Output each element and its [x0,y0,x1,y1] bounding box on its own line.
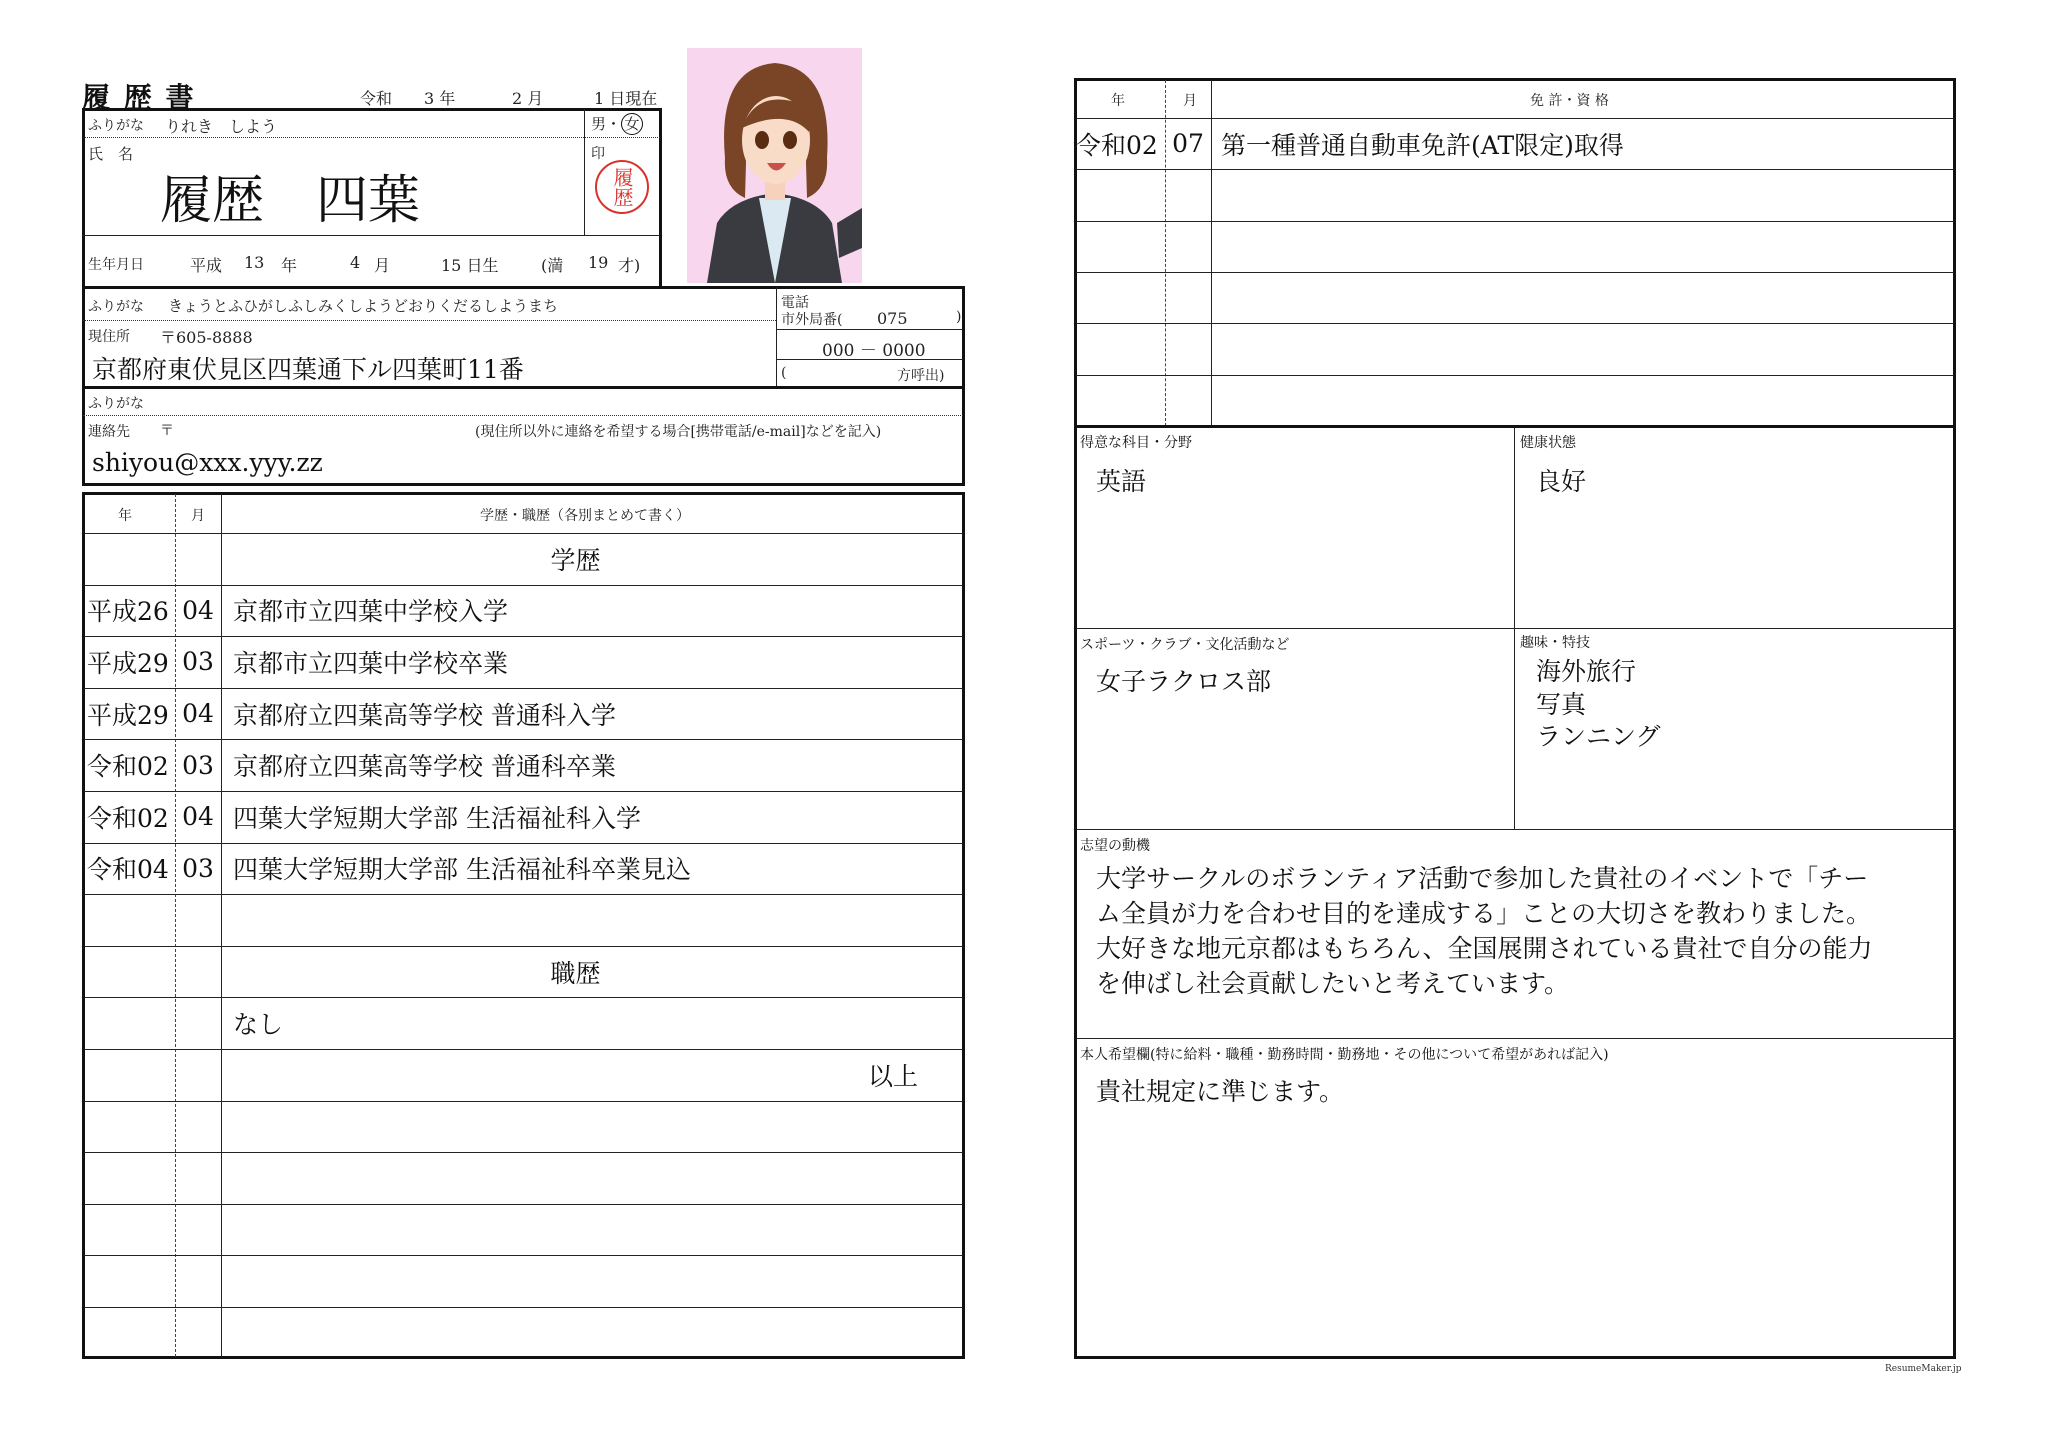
motivation-text[interactable] [1096,861,1873,1001]
hobbies-line[interactable]: 写真 [1536,689,1587,719]
phone-number[interactable]: 000 － 0000 [822,341,926,361]
license-row [1076,221,1954,272]
history-content[interactable] [221,1152,963,1204]
history-month[interactable]: 04 [182,595,214,625]
history-year[interactable] [84,997,175,1049]
footer-credit: ResumeMaker.jp [1885,1364,1962,1374]
history-row [84,1049,963,1101]
motivation-line: を伸ばし社会貢献したいと考えています。 [1096,969,1570,998]
license-content[interactable] [1211,169,1954,220]
section-hobbies [1520,634,1661,754]
birth-year[interactable]: 13 [244,253,265,272]
history-row [84,1101,963,1153]
license-year[interactable] [1076,323,1165,374]
license-month[interactable] [1165,272,1211,323]
area-code-label: 市外局番( [781,312,843,328]
birth-label: 生年月日 [88,257,144,273]
history-content[interactable]: 四葉大学短期大学部 生活福祉科入学 [233,803,641,833]
section-requests [1080,1044,1609,1108]
history-row [84,1204,963,1256]
name-furigana-label: ふりがな [88,118,144,134]
history-header-content: 学歴・職歴（各別まとめて書く） [480,508,690,524]
history-year[interactable] [84,894,175,946]
history-month[interactable] [175,1307,221,1359]
license-month[interactable] [1165,323,1211,374]
gender-male[interactable]: 男・ [591,115,622,133]
licenses-header-month: 月 [1183,93,1197,109]
license-month[interactable]: 07 [1172,129,1204,159]
license-month[interactable] [1165,169,1211,220]
history-row [84,894,963,946]
name-label: 氏 名 [88,145,134,163]
address-label: 現住所 [88,329,130,345]
area-code-close: ) [956,309,962,325]
history-month[interactable] [175,946,221,998]
history-month[interactable] [175,1049,221,1101]
license-content[interactable] [1211,221,1954,272]
history-year[interactable] [84,1307,175,1359]
address-furigana[interactable]: きょうとふひがしふしみくしようどおりくだるしようまち [168,297,559,315]
history-content[interactable]: 以上 [867,1061,918,1091]
section-subjects [1080,432,1192,498]
birth-day[interactable]: 15 日生 [441,256,499,275]
requests-label: 本人希望欄(特に給料・職種・勤務時間・勤務地・その他について希望があれば記入) [1080,1047,1609,1063]
history-year[interactable] [84,946,175,998]
subjects-value[interactable]: 英語 [1096,467,1147,496]
contact-furigana-label: ふりがな [88,396,144,412]
license-row [1076,323,1954,374]
motivation-label: 志望の動機 [1080,838,1150,854]
history-year[interactable]: 令和04 [87,855,169,885]
history-row [84,1255,963,1307]
hobbies-line[interactable]: 海外旅行 [1536,657,1637,687]
history-row [84,739,963,791]
resume-title: 履 歴 書 [82,81,196,114]
phone-label: 電話 [781,295,809,311]
seal-text: 履歴 [610,167,634,207]
license-content[interactable] [1211,375,1954,426]
section-activities [1080,634,1289,698]
date-year: 3 年 [424,89,456,108]
age-suffix: 才) [618,256,641,275]
hobbies-line[interactable]: ランニング [1536,722,1661,752]
licenses-header-year: 年 [1111,93,1125,109]
license-year[interactable]: 令和02 [1076,130,1158,160]
license-year[interactable] [1076,375,1165,426]
birth-year-unit: 年 [281,256,298,275]
history-year[interactable] [84,1101,175,1153]
license-content[interactable] [1211,323,1954,374]
history-row [84,997,963,1049]
history-row [84,1152,963,1204]
subjects-label: 得意な科目・分野 [1080,435,1192,451]
history-year[interactable] [84,1255,175,1307]
contact-value[interactable]: shiyou@xxx.yyy.zz [92,448,323,477]
history-year[interactable] [84,1204,175,1256]
license-content[interactable]: 第一種普通自動車免許(AT限定)取得 [1221,130,1624,160]
history-month[interactable] [175,1204,221,1256]
history-content[interactable]: 京都府立四葉高等学校 普通科卒業 [233,752,616,782]
history-content[interactable]: 京都府立四葉高等学校 普通科入学 [233,700,616,730]
history-month[interactable] [175,1152,221,1204]
activities-label: スポーツ・クラブ・文化活動など [1080,637,1290,653]
history-row [84,1307,963,1359]
history-year[interactable]: 平成29 [87,700,169,730]
birth-month-unit: 月 [374,256,391,275]
history-row [84,688,963,740]
license-month[interactable] [1165,221,1211,272]
license-year[interactable] [1076,272,1165,323]
age[interactable]: 19 [588,253,609,272]
license-month[interactable] [1165,375,1211,426]
history-content[interactable]: 京都市立四葉中学校卒業 [233,648,509,678]
contact-label: 連絡先 [88,424,130,440]
requests-value[interactable]: 貴社規定に準じます。 [1096,1077,1345,1106]
history-content[interactable] [221,1101,963,1153]
history-content[interactable]: 京都市立四葉中学校入学 [233,597,509,627]
history-year[interactable]: 平成26 [87,597,169,627]
hobbies-label: 趣味・特技 [1520,635,1590,651]
history-month[interactable]: 03 [182,853,214,883]
health-label: 健康状態 [1520,435,1576,451]
history-year[interactable]: 平成29 [87,648,169,678]
history-content[interactable] [221,894,963,946]
history-row [84,791,963,843]
health-value[interactable]: 良好 [1536,467,1587,496]
history-content[interactable]: 職歴 [550,958,601,988]
full-name[interactable]: 履歴 四葉 [160,171,421,231]
license-row [1076,169,1954,220]
address-furigana-label: ふりがな [88,299,144,315]
license-row [1076,272,1954,323]
history-month[interactable] [175,997,221,1049]
history-year[interactable]: 令和02 [87,803,169,833]
section-health [1520,432,1586,498]
portrait-illustration [687,48,862,283]
history-row [84,533,963,585]
activities-value[interactable]: 女子ラクロス部 [1096,667,1272,696]
history-row [84,946,963,998]
license-year[interactable] [1076,221,1165,272]
date-month: 2 月 [512,89,544,108]
history-content[interactable] [221,1307,963,1359]
history-month[interactable]: 04 [182,699,214,729]
history-content[interactable]: 学歴 [550,545,601,575]
license-row [1076,375,1954,426]
history-row [84,585,963,637]
name-furigana[interactable]: りれき しよう [165,117,278,136]
history-content[interactable]: 四葉大学短期大学部 生活福祉科卒業見込 [233,855,691,885]
photo [687,48,862,283]
contact-postal[interactable]: 〒 [160,423,174,439]
history-header-year: 年 [118,508,132,524]
license-row [1076,118,1954,169]
gender-field[interactable] [591,113,643,135]
date-era: 令和 [360,89,393,108]
history-month[interactable] [175,533,221,585]
licenses-header-content: 免 許・資 格 [1530,93,1609,109]
history-month[interactable]: 03 [182,647,214,677]
area-code[interactable]: 075 [877,309,908,328]
history-year[interactable] [84,533,175,585]
history-month[interactable] [175,1101,221,1153]
birth-era: 平成 [190,256,223,275]
license-content[interactable] [1211,272,1954,323]
motivation-line: 大学サークルのボランティア活動で参加した貴社のイベントで「チー [1096,864,1869,893]
motivation-line: 大好きな地元京都はもちろん、全国展開されている貴社で自分の能力 [1096,934,1873,963]
history-year[interactable] [84,1049,175,1101]
history-month[interactable] [175,894,221,946]
gender-female-selected[interactable]: 女 [621,113,643,135]
seal-label: 印 [591,146,605,162]
motivation-line: ム全員が力を合わせ目的を達成する」ことの大切さを教わりました。 [1096,899,1872,928]
history-year[interactable]: 令和02 [87,752,169,782]
address-value[interactable]: 京都府東伏見区四葉通下ル四葉町11番 [92,355,524,384]
history-month[interactable]: 03 [182,750,214,780]
history-year[interactable] [84,1152,175,1204]
seal-stamp [595,160,649,214]
history-row [84,843,963,895]
history-content[interactable] [221,1255,963,1307]
section-motivation [1080,835,1873,1001]
call-label: 方呼出) [897,368,945,384]
call-open: ( [781,365,787,381]
history-content[interactable]: なし [233,1010,284,1040]
history-month[interactable]: 04 [182,802,214,832]
history-content[interactable] [221,1204,963,1256]
age-prefix: (満 [541,256,564,275]
history-header-month: 月 [191,508,205,524]
history-row [84,636,963,688]
contact-note: (現住所以外に連絡を希望する場合[携帯電話/e-mail]などを記入) [475,424,882,440]
address-postal[interactable]: 〒605-8888 [160,328,253,347]
history-month[interactable] [175,1255,221,1307]
license-year[interactable] [1076,169,1165,220]
date-day: 1 日現在 [594,89,658,108]
birth-month[interactable]: 4 [350,253,361,272]
